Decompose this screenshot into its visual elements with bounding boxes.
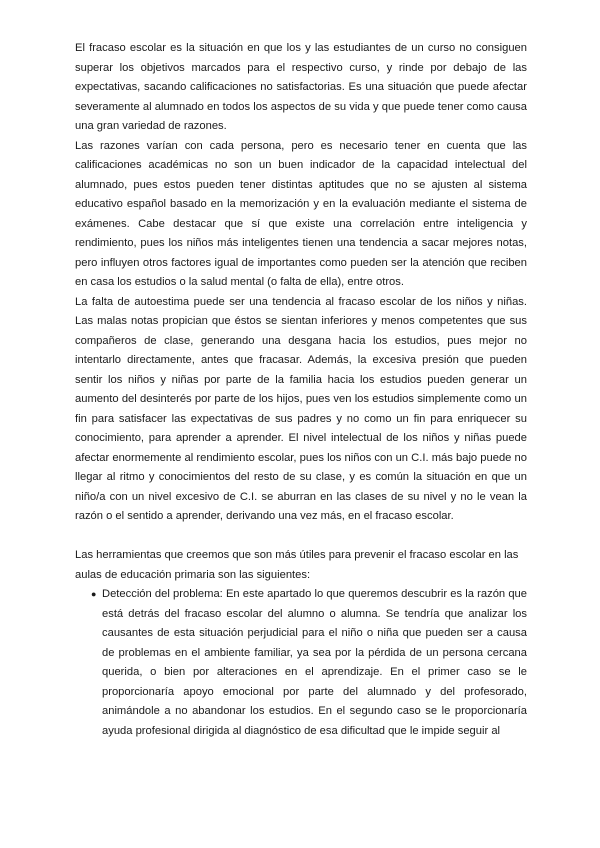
list-item-text: Detección del problema: En este apartado lo que queremos descubrir es la razón que está detrás del fracaso escolar del alumno o alumna. Se tendría que analizar los causantes de esta situación perjudicial para el niño o niña que pueden ser a causa de problemas en el ambiente familiar, ya sea por la pérdida de un persona cercana querida, o bien por alteraciones en el aprendizaje. En el primer caso se le proporcionaría apoyo emocional por parte del alumnado y del profesorado, animándole a no abandonar los estudios. En el segundo caso se le proporcionaría ayuda profesional dirigida al diagnóstico de esa dificultad que le impide seguir al: [102, 588, 527, 737]
list-item: [91, 585, 527, 741]
document-body: [75, 39, 527, 741]
paragraph-definition: El fracaso escolar es la situación en que los y las estudiantes de un curso no consiguen superar los objetivos marcados para el respectivo curso, y rinde por debajo de las expectativas, sacando calificaciones no satisfactorias. Es una situación que puede afectar severamente al alumnado en todos los aspectos de su vida y que puede tener como causa una gran variedad de razones.: [75, 42, 527, 132]
list-intro: Las herramientas que creemos que son más útiles para prevenir el fracaso escolar en las aulas de educación primaria son las siguientes:: [75, 549, 519, 581]
paragraph-self-esteem: La falta de autoestima puede ser una tendencia al fracaso escolar de los niños y niñas. Las malas notas propician que éstos se sientan inferiores y menos competentes que sus compañeros de clase, generando una desgana hacia los estudios, pues mejor no intentarlo directamente, antes que fracasar. Además, la excesiva presión que pueden sentir los niños y niñas por parte de la familia hacia los estudios pueden generar un aumento del desinterés por parte de los hijos, pues ven los estudios simplemente como un fin para satisfacer las expectativas de sus padres y no como un fin para enriquecer su conocimiento, para aprender a aprender. El nivel intelectual de los niños y niñas puede afectar enormemente al rendimiento escolar, pues los niños con un C.I. más bajo puede no llegar al ritmo y conocimientos del resto de su clase, y es común la situación en que un niño/a con un nivel excesivo de C.I. se aburran en las clases de su nivel y no le vean la razón o el sentido a aprender, derivando una vez más, en el fracaso escolar.: [75, 295, 527, 522]
tools-list: [75, 585, 527, 741]
bullet-icon: ●: [91, 589, 97, 599]
paragraph-reasons: Las razones varían con cada persona, pero es necesario tener en cuenta que las calificaciones académicas no son un buen indicador de la capacidad intelectual del alumnado, pues estos pueden tener distintas aptitudes que no se ajusten al sistema educativo español basado en la memorización y en la evaluación mediante el sistema de exámenes. Cabe destacar que sí que existe una correlación entre inteligencia y rendimiento, pues los niños más inteligentes tienen una tendencia a sacar mejores notas, pero influyen otros factores igual de importantes como pueden ser la atención que reciben en casa los estudios o la salud mental (o falta de ella), entre otros.: [75, 139, 527, 288]
